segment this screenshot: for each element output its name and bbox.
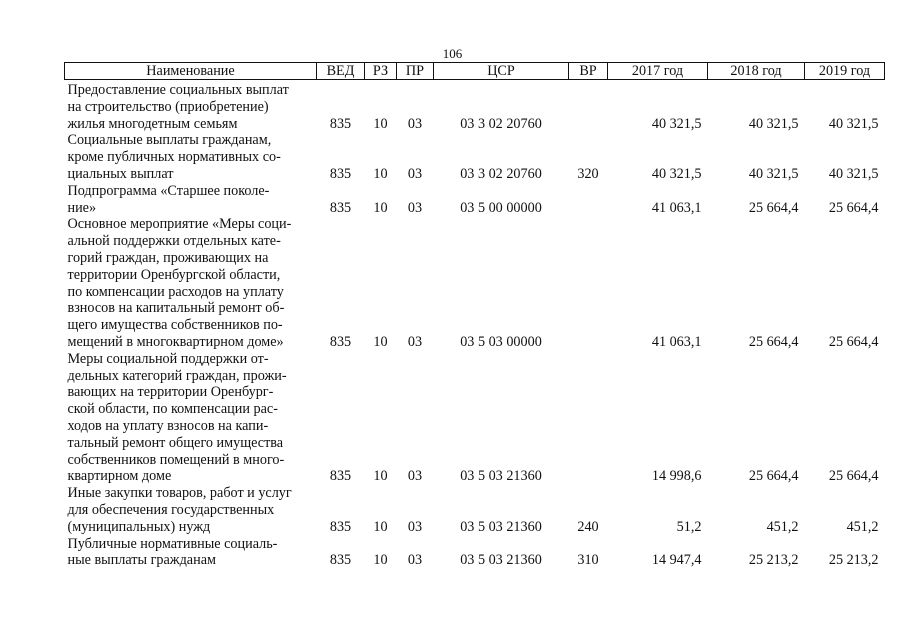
cell-2019: 451,2 [846,518,879,535]
cell-pr: 03 [407,552,423,569]
cell-2018: 25 213,2 [748,552,799,569]
cell-csr: 03 3 02 20760 [460,165,542,182]
cell-pr: 03 [407,333,423,350]
cell-csr: 03 5 03 00000 [460,333,542,350]
cell-name [65,80,317,133]
cell-ved: 835 [329,333,352,350]
table-header-row [65,63,885,80]
cell-ved: 835 [329,468,352,485]
cell-csr: 03 3 02 20760 [460,115,542,132]
name-line: Подпрограмма «Старшее поколе- [67,182,270,199]
cell-2017: 41 063,1 [651,199,702,216]
cell-name [65,216,317,350]
cell-2019: 25 664,4 [828,468,879,485]
cell-csr: 03 5 03 21360 [460,468,542,485]
cell-name [65,536,317,570]
cell-pr: 03 [407,468,423,485]
name-line: горий граждан, проживающих на [67,249,269,266]
header-pr: ПР [397,63,434,80]
cell-2019: 25 664,4 [828,199,879,216]
cell-name [65,132,317,182]
table-row [65,351,885,485]
name-line: щего имущества собственников по- [67,317,283,334]
cell-2018: 25 664,4 [748,333,799,350]
name-line: собственников помещений в много- [67,451,285,468]
cell-name [65,485,317,535]
name-line: Основное мероприятие «Меры соци- [67,216,292,233]
name-line: для обеспечения государственных [67,501,275,518]
name-line: Предоставление социальных выплат [67,82,289,98]
cell-ved: 835 [329,518,352,535]
cell-name [65,183,317,217]
table-row [65,183,885,217]
table-row [65,536,885,570]
cell-ved: 835 [329,115,352,132]
cell-rz: 10 [373,552,388,569]
header-csr: ЦСР [434,63,569,80]
name-line: Публичные нормативные социаль- [67,535,278,552]
cell-2019: 40 321,5 [828,115,879,132]
cell-2017: 41 063,1 [651,333,702,350]
budget-table [64,62,885,569]
cell-rz: 10 [373,468,388,485]
cell-2017: 14 998,6 [651,468,702,485]
table-body [65,80,885,570]
cell-name [65,351,317,485]
cell-2018: 40 321,5 [748,165,799,182]
header-2017: 2017 год [608,63,708,80]
cell-vr: 240 [577,518,599,535]
cell-pr: 03 [407,165,423,182]
cell-ved: 835 [329,199,352,216]
header-rz: РЗ [365,63,397,80]
cell-vr [569,351,608,485]
header-name: Наименование [65,63,317,80]
table-row [65,132,885,182]
header-2019: 2019 год [805,63,885,80]
cell-rz: 10 [373,199,388,216]
cell-2017: 51,2 [676,518,702,535]
cell-csr: 03 5 03 21360 [460,518,542,535]
name-line: (муниципальных) нужд [67,518,211,535]
name-line: циальных выплат [67,165,174,182]
cell-pr: 03 [407,115,423,132]
name-line: альной поддержки отдельных кате- [67,233,281,250]
name-line: на строительство (приобретение) [67,98,269,115]
name-line: взносов на капитальный ремонт об- [67,300,285,317]
header-2018: 2018 год [708,63,805,80]
cell-vr: 310 [577,552,599,569]
header-ved: ВЕД [317,63,365,80]
name-line: ные выплаты гражданам [67,552,216,569]
header-vr: ВР [569,63,608,80]
name-line: тальный ремонт общего имущества [67,434,284,451]
name-line: мещений в многоквартирном доме» [67,333,284,350]
cell-rz: 10 [373,165,388,182]
name-line: дельных категорий граждан, прожи- [67,367,287,384]
cell-csr: 03 5 03 21360 [460,552,542,569]
cell-vr [569,183,608,217]
table-row [65,485,885,535]
name-line: ние» [67,199,97,216]
cell-vr [569,216,608,350]
name-line: по компенсации расходов на уплату [67,283,284,300]
name-line: Иные закупки товаров, работ и услуг [67,485,292,502]
name-line: Социальные выплаты гражданам, [67,132,272,149]
cell-2017: 40 321,5 [651,115,702,132]
name-line: кроме публичных нормативных со- [67,149,281,166]
table-row [65,80,885,133]
table-row [65,216,885,350]
cell-2019: 25 664,4 [828,333,879,350]
page-number: 106 [442,46,463,61]
cell-pr: 03 [407,199,423,216]
cell-ved: 835 [329,552,352,569]
cell-2018: 40 321,5 [748,115,799,132]
cell-ved: 835 [329,165,352,182]
name-line: ской области, по компенсации рас- [67,401,278,418]
cell-vr: 320 [577,165,599,182]
cell-2018: 25 664,4 [748,199,799,216]
cell-2017: 14 947,4 [651,552,702,569]
name-line: жилья многодетным семьям [67,115,238,132]
cell-vr [569,80,608,133]
cell-2019: 40 321,5 [828,165,879,182]
cell-2019: 25 213,2 [828,552,879,569]
name-line: ходов на уплату взносов на капи- [67,417,269,434]
cell-csr: 03 5 00 00000 [460,199,542,216]
cell-rz: 10 [373,115,388,132]
cell-2017: 40 321,5 [651,165,702,182]
name-line: Меры социальной поддержки от- [67,350,269,367]
cell-rz: 10 [373,333,388,350]
name-line: вающих на территории Оренбург- [67,384,274,401]
cell-2018: 451,2 [766,518,799,535]
cell-2018: 25 664,4 [748,468,799,485]
cell-rz: 10 [373,518,388,535]
cell-pr: 03 [407,518,423,535]
name-line: территории Оренбургской области, [67,266,281,283]
name-line: квартирном доме [67,468,172,485]
